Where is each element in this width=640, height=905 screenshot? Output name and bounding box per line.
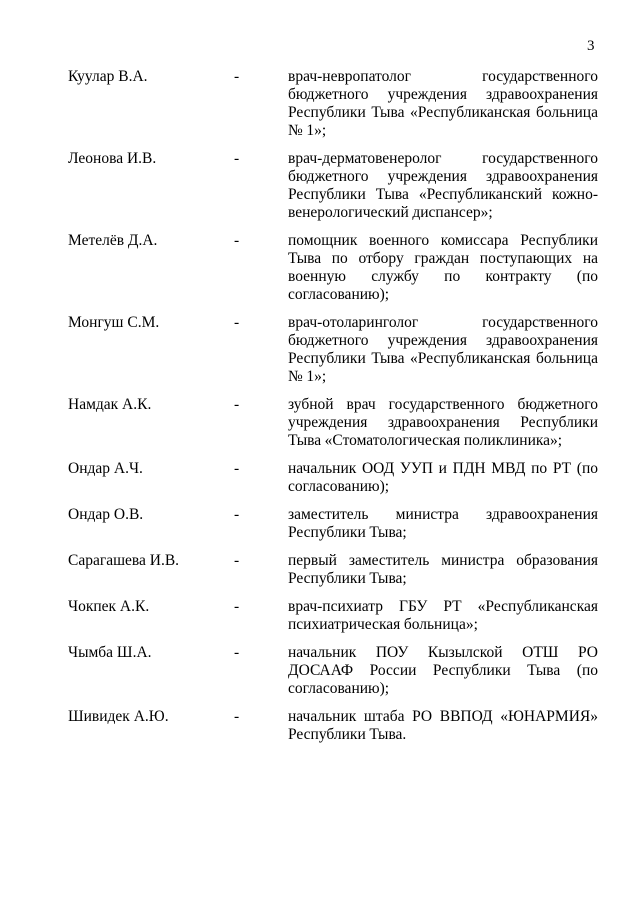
member-name: Ондар А.Ч.: [68, 460, 143, 477]
dash-separator: -: [234, 644, 240, 661]
member-position: зубной врач государственного бюджетного учреждения здравоохранения Республики Тыва «Стоматологическая поликлиника»;: [288, 396, 598, 449]
dash-separator: -: [234, 396, 240, 413]
list-item: [0, 460, 640, 496]
page-number: 3: [587, 38, 595, 54]
list-item: [0, 708, 640, 744]
member-name: Намдак А.К.: [68, 396, 152, 413]
member-name: Ондар О.В.: [68, 506, 144, 523]
member-name: Чымба Ш.А.: [68, 644, 152, 661]
list-item: [0, 68, 640, 140]
list-item: [0, 314, 640, 386]
dash-separator: -: [234, 598, 240, 615]
member-name: Метелёв Д.А.: [68, 232, 158, 249]
member-position: врач-дерматовенеролог государственного бюджетного учреждения здравоохранения Республики Тыва «Республиканский кожно-венерологический диспансер»;: [288, 150, 598, 221]
list-item: [0, 506, 640, 542]
dash-separator: -: [234, 552, 240, 569]
member-position: врач-невропатолог государственного бюджетного учреждения здравоохранения Республики Тыва «Республиканская больница № 1»;: [288, 68, 598, 139]
member-position: врач-отоларинголог государственного бюджетного учреждения здравоохранения Республики Тыва «Республиканская больница № 1»;: [288, 314, 598, 385]
member-name: Шивидек А.Ю.: [68, 708, 169, 725]
member-position: начальник штаба РО ВВПОД «ЮНАРМИЯ» Республики Тыва.: [288, 708, 598, 743]
member-name: Монгуш С.М.: [68, 314, 160, 331]
member-position: первый заместитель министра образования Республики Тыва;: [288, 552, 598, 587]
list-item: [0, 644, 640, 698]
member-position: врач-психиатр ГБУ РТ «Республиканская психиатрическая больница»;: [288, 598, 598, 633]
member-name: Чокпек А.К.: [68, 598, 150, 615]
member-name: Сарагашева И.В.: [68, 552, 180, 569]
member-position: начальник ПОУ Кызылской ОТШ РО ДОСААФ России Республики Тыва (по согласованию);: [288, 644, 598, 697]
list-item: [0, 232, 640, 304]
list-item: [0, 552, 640, 588]
dash-separator: -: [234, 460, 240, 477]
member-position: заместитель министра здравоохранения Республики Тыва;: [288, 506, 598, 541]
dash-separator: -: [234, 150, 240, 167]
dash-separator: -: [234, 68, 240, 85]
member-position: помощник военного комиссара Республики Тыва по отбору граждан поступающих на военную службу по контракту (по согласованию);: [288, 232, 598, 303]
member-position: начальник ООД УУП и ПДН МВД по РТ (по согласованию);: [288, 460, 598, 495]
member-name: Леонова И.В.: [68, 150, 157, 167]
member-list: [0, 68, 640, 754]
dash-separator: -: [234, 506, 240, 523]
dash-separator: -: [234, 708, 240, 725]
dash-separator: -: [234, 232, 240, 249]
dash-separator: -: [234, 314, 240, 331]
list-item: [0, 150, 640, 222]
list-item: [0, 396, 640, 450]
list-item: [0, 598, 640, 634]
member-name: Куулар В.А.: [68, 68, 148, 85]
